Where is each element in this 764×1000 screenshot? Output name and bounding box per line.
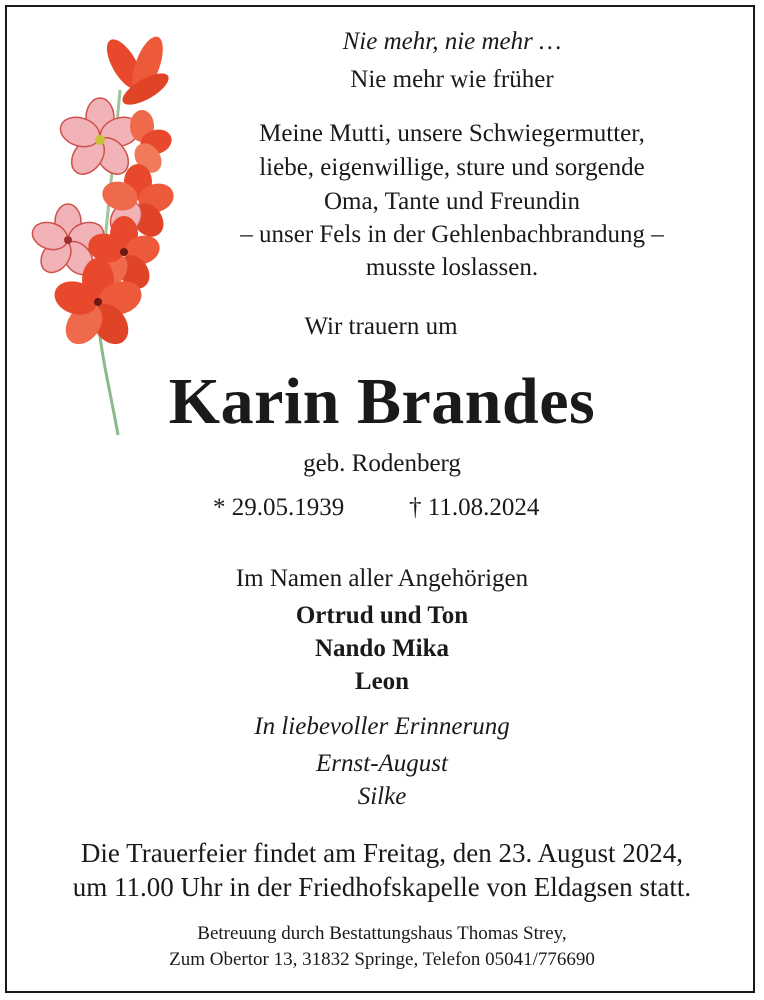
- death-date: † 11.08.2024: [409, 494, 540, 521]
- verse-line-2: Nie mehr wie früher: [350, 66, 554, 93]
- verse-line-1: Nie mehr, nie mehr …: [342, 28, 562, 55]
- birth-name: geb. Rodenberg: [303, 450, 461, 477]
- verse-para-line-2: liebe, eigenwillige, sture und sorgende: [259, 154, 645, 181]
- memory-name: Ernst-August: [316, 750, 448, 777]
- service-line-1: Die Trauerfeier findet am Freitag, den 23. August 2024,: [80, 838, 684, 868]
- mourning-intro: Wir trauern um: [304, 313, 458, 340]
- birth-date: * 29.05.1939: [213, 494, 345, 521]
- verse-para-line-4: – unser Fels in der Gehlenbachbrandung –: [240, 221, 664, 248]
- verse-para-line-1: Meine Mutti, unsere Schwiegermutter,: [259, 120, 645, 147]
- memory-name: Silke: [357, 783, 407, 810]
- mourner-name: Nando Mika: [314, 635, 450, 662]
- verse-para-line-5: musste loslassen.: [365, 254, 539, 281]
- mourners-heading: Im Namen aller Angehörigen: [235, 565, 529, 592]
- service-line-2: um 11.00 Uhr in der Friedhofskapelle von Eldagsen statt.: [72, 872, 692, 902]
- life-dates: [0, 494, 764, 526]
- deceased-name: Karin Brandes: [168, 365, 596, 438]
- undertaker-line-1: Betreuung durch Bestattungshaus Thomas Strey,: [197, 923, 567, 944]
- mourner-name: Ortrud und Ton: [295, 602, 469, 629]
- verse-para-line-3: Oma, Tante und Freundin: [323, 188, 581, 215]
- undertaker-line-2: Zum Obertor 13, 31832 Springe, Telefon 05041/776690: [169, 949, 595, 970]
- mourner-name: Leon: [354, 668, 410, 695]
- memory-heading: In liebevoller Erinnerung: [254, 713, 510, 740]
